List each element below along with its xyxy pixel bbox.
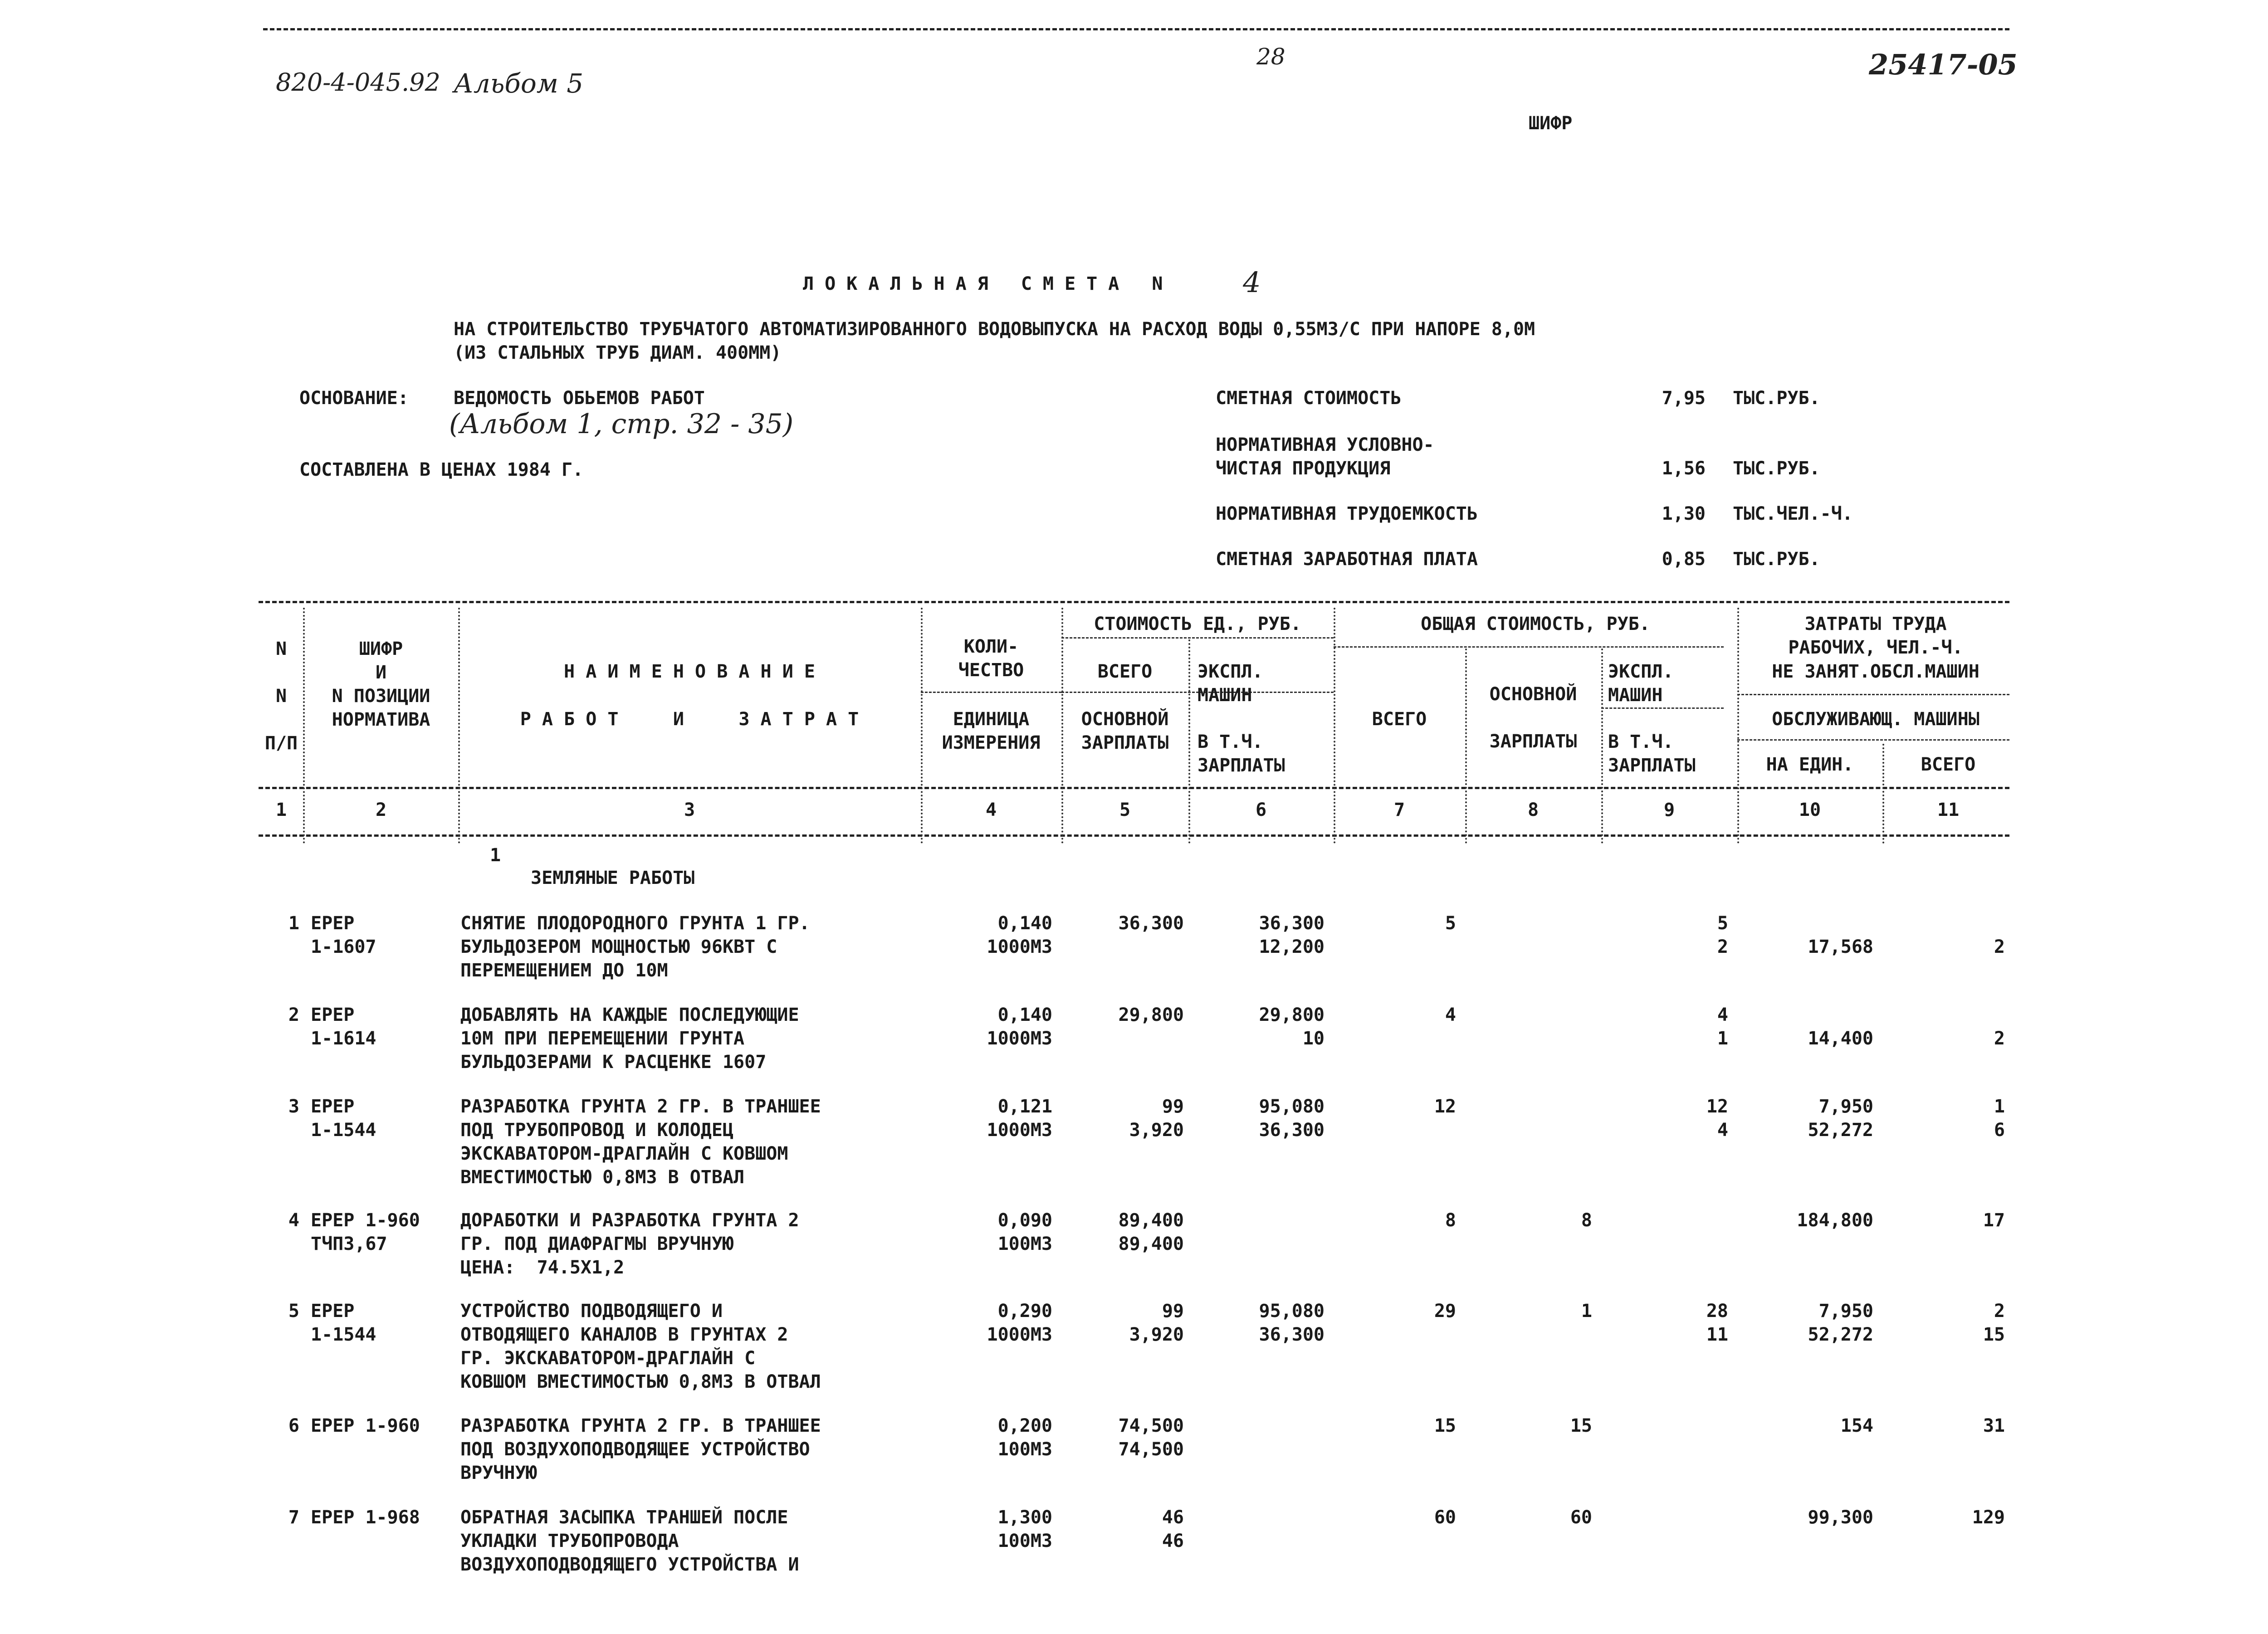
divider: [921, 608, 923, 844]
summary-value-salary: 0,85: [1662, 549, 1706, 570]
column-numbers-rule: [259, 834, 2009, 837]
header-labor-sub-2: ОБСЛУЖИВАЮЩ. МАШИНЫ: [1772, 709, 1980, 730]
row-labor-total: 31: [1983, 1415, 2005, 1436]
basis-value: ВЕДОМОСТЬ ОБЬЕМОВ РАБОТ: [454, 388, 705, 409]
summary-unit-cost: ТЫС.РУБ.: [1733, 388, 1820, 409]
summary-label-product-2: ЧИСТАЯ ПРОДУКЦИЯ: [1216, 458, 1391, 479]
header-group-unit-cost: СТОИМОСТЬ ЕД., РУБ.: [1094, 614, 1301, 634]
basis-handwritten-ref: (Альбом 1, стр. 32 - 35): [449, 408, 794, 440]
labor-split-rule-2: [1737, 739, 2009, 741]
row-unit-mach: 29,800 10: [1259, 1005, 1325, 1049]
basis-label: ОСНОВАНИЕ:: [299, 388, 409, 409]
summary-value-cost: 7,95: [1662, 388, 1706, 409]
row-code: ЕРЕР 1-1607: [311, 913, 376, 957]
summary-label-salary: СМЕТНАЯ ЗАРАБОТНАЯ ПЛАТА: [1216, 549, 1478, 570]
row-unit-mach: 95,080 36,300: [1259, 1096, 1325, 1141]
divider: [1601, 649, 1603, 844]
row-labor-unit: 154: [1840, 1415, 1873, 1436]
row-unit-total: 29,800: [1118, 1005, 1184, 1025]
row-unit-mach: 36,300 12,200: [1259, 913, 1325, 957]
row-qty: 0,140 1000М3: [987, 1005, 1052, 1049]
row-labor-total: 129: [1972, 1507, 2005, 1528]
row-qty: 0,090 100М3: [997, 1210, 1052, 1254]
row-qty: 0,121 1000М3: [987, 1096, 1052, 1141]
header-col-qty: КОЛИ- ЧЕСТВО: [958, 636, 1024, 681]
row-labor-unit: 184,800: [1797, 1210, 1873, 1231]
row-total: 15: [1434, 1415, 1456, 1436]
mach-split-rule: [1601, 707, 1724, 709]
header-group-total-cost: ОБЩАЯ СТОИМОСТЬ, РУБ.: [1421, 614, 1650, 634]
estimate-number: 4: [1243, 266, 1261, 299]
header-col-total: ВСЕГО: [1372, 709, 1427, 730]
row-labor-total: 17: [1983, 1210, 2005, 1231]
summary-value-product: 1,56: [1662, 458, 1706, 479]
header-col-unit-total: ВСЕГО: [1097, 661, 1153, 682]
row-qty: 1,300 100М3: [997, 1507, 1052, 1551]
header-col-name-2: Р А Б О Т И З А Т Р А Т: [520, 709, 859, 730]
summary-label-product-1: НОРМАТИВНАЯ УСЛОВНО-: [1216, 434, 1434, 455]
col-number: 7: [1393, 800, 1405, 820]
summary-label-labor: НОРМАТИВНАЯ ТРУДОЕМКОСТЬ: [1216, 503, 1478, 524]
top-rule: [263, 28, 2009, 30]
row-total-mach: 28 11: [1706, 1301, 1728, 1345]
col-number: 10: [1799, 800, 1821, 820]
col-number: 4: [985, 800, 997, 820]
col-number: 3: [684, 800, 695, 820]
row-number: 7: [288, 1507, 299, 1528]
summary-value-labor: 1,30: [1662, 503, 1706, 524]
col-number: 6: [1255, 800, 1267, 820]
row-labor-unit: 7,950 52,272: [1808, 1096, 1873, 1141]
divider: [1188, 639, 1190, 844]
header-col-total-base: ОСНОВНОЙ ЗАРПЛАТЫ: [1489, 684, 1577, 752]
summary-unit-salary: ТЫС.РУБ.: [1733, 549, 1820, 570]
header-col-n: N N П/П: [264, 639, 298, 754]
section-number: 1: [490, 845, 501, 866]
page-number: 28: [1256, 44, 1286, 70]
row-total: 8: [1445, 1210, 1456, 1231]
header-col-unit: ЕДИНИЦА ИЗМЕРЕНИЯ: [942, 709, 1041, 753]
header-col-total-mach: ЭКСПЛ. МАШИН: [1608, 661, 1674, 706]
header-col-total-mach-salary: В Т.Ч. ЗАРПЛАТЫ: [1608, 732, 1696, 776]
divider: [1882, 744, 1884, 844]
row-labor-unit: 17,568: [1808, 937, 1873, 957]
row-total: 12: [1434, 1096, 1456, 1117]
row-total-base: 15: [1570, 1415, 1592, 1436]
row-unit-total: 36,300: [1118, 913, 1184, 934]
row-labor-total: 2 15: [1983, 1301, 2005, 1345]
row-total-mach: 5 2: [1717, 913, 1728, 957]
row-number: 2: [288, 1005, 299, 1025]
doc-code: 820-4-045.92: [276, 68, 440, 97]
row-total-mach: 12 4: [1706, 1096, 1728, 1141]
row-name: ДОРАБОТКИ И РАЗРАБОТКА ГРУНТА 2 ГР. ПОД ДИАФРАГМЫ ВРУЧНУЮ ЦЕНА: 74.5Х1,2: [460, 1210, 799, 1278]
col-number: 2: [375, 800, 387, 820]
row-labor-total: 2: [1994, 1028, 2005, 1049]
subtitle-line-1: НА СТРОИТЕЛЬСТВО ТРУБЧАТОГО АВТОМАТИЗИРОВАННОГО ВОДОВЫПУСКА НА РАСХОД ВОДЫ 0,55М3/С ПРИ НАПОРЕ 8,0М: [454, 319, 1535, 340]
divider: [1334, 608, 1335, 844]
row-total: 60: [1434, 1507, 1456, 1528]
summary-unit-labor: ТЫС.ЧЕЛ.-Ч.: [1733, 503, 1853, 524]
row-labor-unit: 99,300: [1808, 1507, 1873, 1528]
header-labor-sub-1: НЕ ЗАНЯТ.ОБСЛ.МАШИН: [1772, 661, 1980, 682]
row-total-base: 8: [1581, 1210, 1592, 1231]
row-name: РАЗРАБОТКА ГРУНТА 2 ГР. В ТРАНШЕЕ ПОД ВОЗДУХОПОДВОДЯЩЕЕ УСТРОЙСТВО ВРУЧНУЮ: [460, 1415, 821, 1483]
header-col-unit-mach-salary: В Т.Ч. ЗАРПЛАТЫ: [1198, 732, 1285, 776]
row-labor-total: 1 6: [1994, 1096, 2005, 1141]
row-number: 1: [288, 913, 299, 934]
row-total: 29: [1434, 1301, 1456, 1322]
header-col-unit-mach: ЭКСПЛ. МАШИН: [1198, 661, 1263, 706]
row-labor-total: 2: [1994, 937, 2005, 957]
row-name: УСТРОЙСТВО ПОДВОДЯЩЕГО И ОТВОДЯЩЕГО КАНАЛОВ В ГРУНТАХ 2 ГР. ЭКСКАВАТОРОМ-ДРАГЛАЙН С КОВШОМ ВМЕСТИМОСТЬЮ 0,8М3 В ОТВАЛ: [460, 1301, 821, 1392]
header-bottom-rule: [259, 787, 2009, 789]
header-col-labor-unit: НА ЕДИН.: [1766, 754, 1854, 775]
row-unit-total: 46 46: [1162, 1507, 1184, 1551]
row-total: 5: [1445, 913, 1456, 934]
divider: [303, 608, 305, 844]
header-col-code: ШИФР И N ПОЗИЦИИ НОРМАТИВА: [332, 639, 430, 730]
divider: [458, 608, 460, 844]
row-name: РАЗРАБОТКА ГРУНТА 2 ГР. В ТРАНШЕЕ ПОД ТРУБОПРОВОД И КОЛОДЕЦ ЭКСКАВАТОРОМ-ДРАГЛАЙН С КОВШОМ ВМЕСТИМОСТЬЮ 0,8М3 В ОТВАЛ: [460, 1096, 821, 1188]
row-unit-total: 99 3,920: [1129, 1096, 1184, 1141]
row-qty: 0,200 100М3: [997, 1415, 1052, 1460]
prices-note: СОСТАВЛЕНА В ЦЕНАХ 1984 Г.: [299, 459, 584, 480]
divider: [1465, 649, 1467, 844]
divider: [1737, 608, 1739, 844]
row-labor-unit: 7,950 52,272: [1808, 1301, 1873, 1345]
header-group-labor: ЗАТРАТЫ ТРУДА РАБОЧИХ, ЧЕЛ.-Ч.: [1788, 614, 1963, 658]
qty-split-rule: [921, 692, 1061, 693]
row-unit-total: 89,400 89,400: [1118, 1210, 1184, 1254]
row-labor-unit: 14,400: [1808, 1028, 1873, 1049]
subtitle-line-2: (ИЗ СТАЛЬНЫХ ТРУБ ДИАМ. 400ММ): [454, 342, 782, 363]
col-number: 5: [1119, 800, 1131, 820]
row-unit-total: 74,500 74,500: [1118, 1415, 1184, 1460]
col-number: 8: [1527, 800, 1539, 820]
unit-cost-group-rule: [1061, 637, 1334, 639]
row-code: ЕРЕР 1-1614: [311, 1005, 376, 1049]
row-code: ЕРЕР 1-960: [311, 1415, 420, 1436]
row-number: 5: [288, 1301, 299, 1322]
header-col-name-1: Н А И М Е Н О В А Н И Е: [564, 661, 815, 682]
divider: [1061, 608, 1063, 844]
row-qty: 0,290 1000М3: [987, 1301, 1052, 1345]
header-col-labor-total: ВСЕГО: [1921, 754, 1976, 775]
row-number: 6: [288, 1415, 299, 1436]
labor-split-rule-1: [1737, 694, 2009, 695]
row-unit-mach: 95,080 36,300: [1259, 1301, 1325, 1345]
shifr-label: ШИФР: [1529, 113, 1573, 134]
summary-label-cost: СМЕТНАЯ СТОИМОСТЬ: [1216, 388, 1402, 409]
header-col-unit-base: ОСНОВНОЙ ЗАРПЛАТЫ: [1081, 709, 1169, 753]
row-number: 3: [288, 1096, 299, 1117]
stamp-number: 25417-05: [1869, 48, 2018, 81]
estimate-title: ЛОКАЛЬНАЯ СМЕТА N: [803, 273, 1174, 294]
row-name: СНЯТИЕ ПЛОДОРОДНОГО ГРУНТА 1 ГР. БУЛЬДОЗЕРОМ МОЩНОСТЬЮ 96КВТ С ПЕРЕМЕЩЕНИЕМ ДО 10М: [460, 913, 810, 981]
row-code: ЕРЕР 1-1544: [311, 1301, 376, 1345]
col-number: 9: [1663, 800, 1675, 820]
row-name: ОБРАТНАЯ ЗАСЫПКА ТРАНШЕЙ ПОСЛЕ УКЛАДКИ ТРУБОПРОВОДА ВОЗДУХОПОДВОДЯЩЕГО УСТРОЙСТВА И: [460, 1507, 799, 1575]
album-label: Альбом 5: [454, 68, 584, 99]
row-code: ЕРЕР 1-968: [311, 1507, 420, 1528]
row-total-mach: 4 1: [1717, 1005, 1728, 1049]
row-total-base: 1: [1581, 1301, 1592, 1322]
row-code: ЕРЕР 1-960 ТЧП3,67: [311, 1210, 420, 1254]
row-code: ЕРЕР 1-1544: [311, 1096, 376, 1141]
table-top-rule: [259, 601, 2009, 603]
row-number: 4: [288, 1210, 299, 1231]
row-name: ДОБАВЛЯТЬ НА КАЖДЫЕ ПОСЛЕДУЮЩИЕ 10М ПРИ ПЕРЕМЕЩЕНИИ ГРУНТА БУЛЬДОЗЕРАМИ К РАСЦЕНКЕ 1607: [460, 1005, 799, 1073]
row-qty: 0,140 1000М3: [987, 913, 1052, 957]
summary-unit-product: ТЫС.РУБ.: [1733, 458, 1820, 479]
col-number: 11: [1937, 800, 1960, 820]
col-number: 1: [275, 800, 287, 820]
total-cost-group-rule: [1334, 646, 1724, 648]
row-total-base: 60: [1570, 1507, 1592, 1528]
row-total: 4: [1445, 1005, 1456, 1025]
row-unit-total: 99 3,920: [1129, 1301, 1184, 1345]
section-title: ЗЕМЛЯНЫЕ РАБОТЫ: [531, 868, 695, 888]
